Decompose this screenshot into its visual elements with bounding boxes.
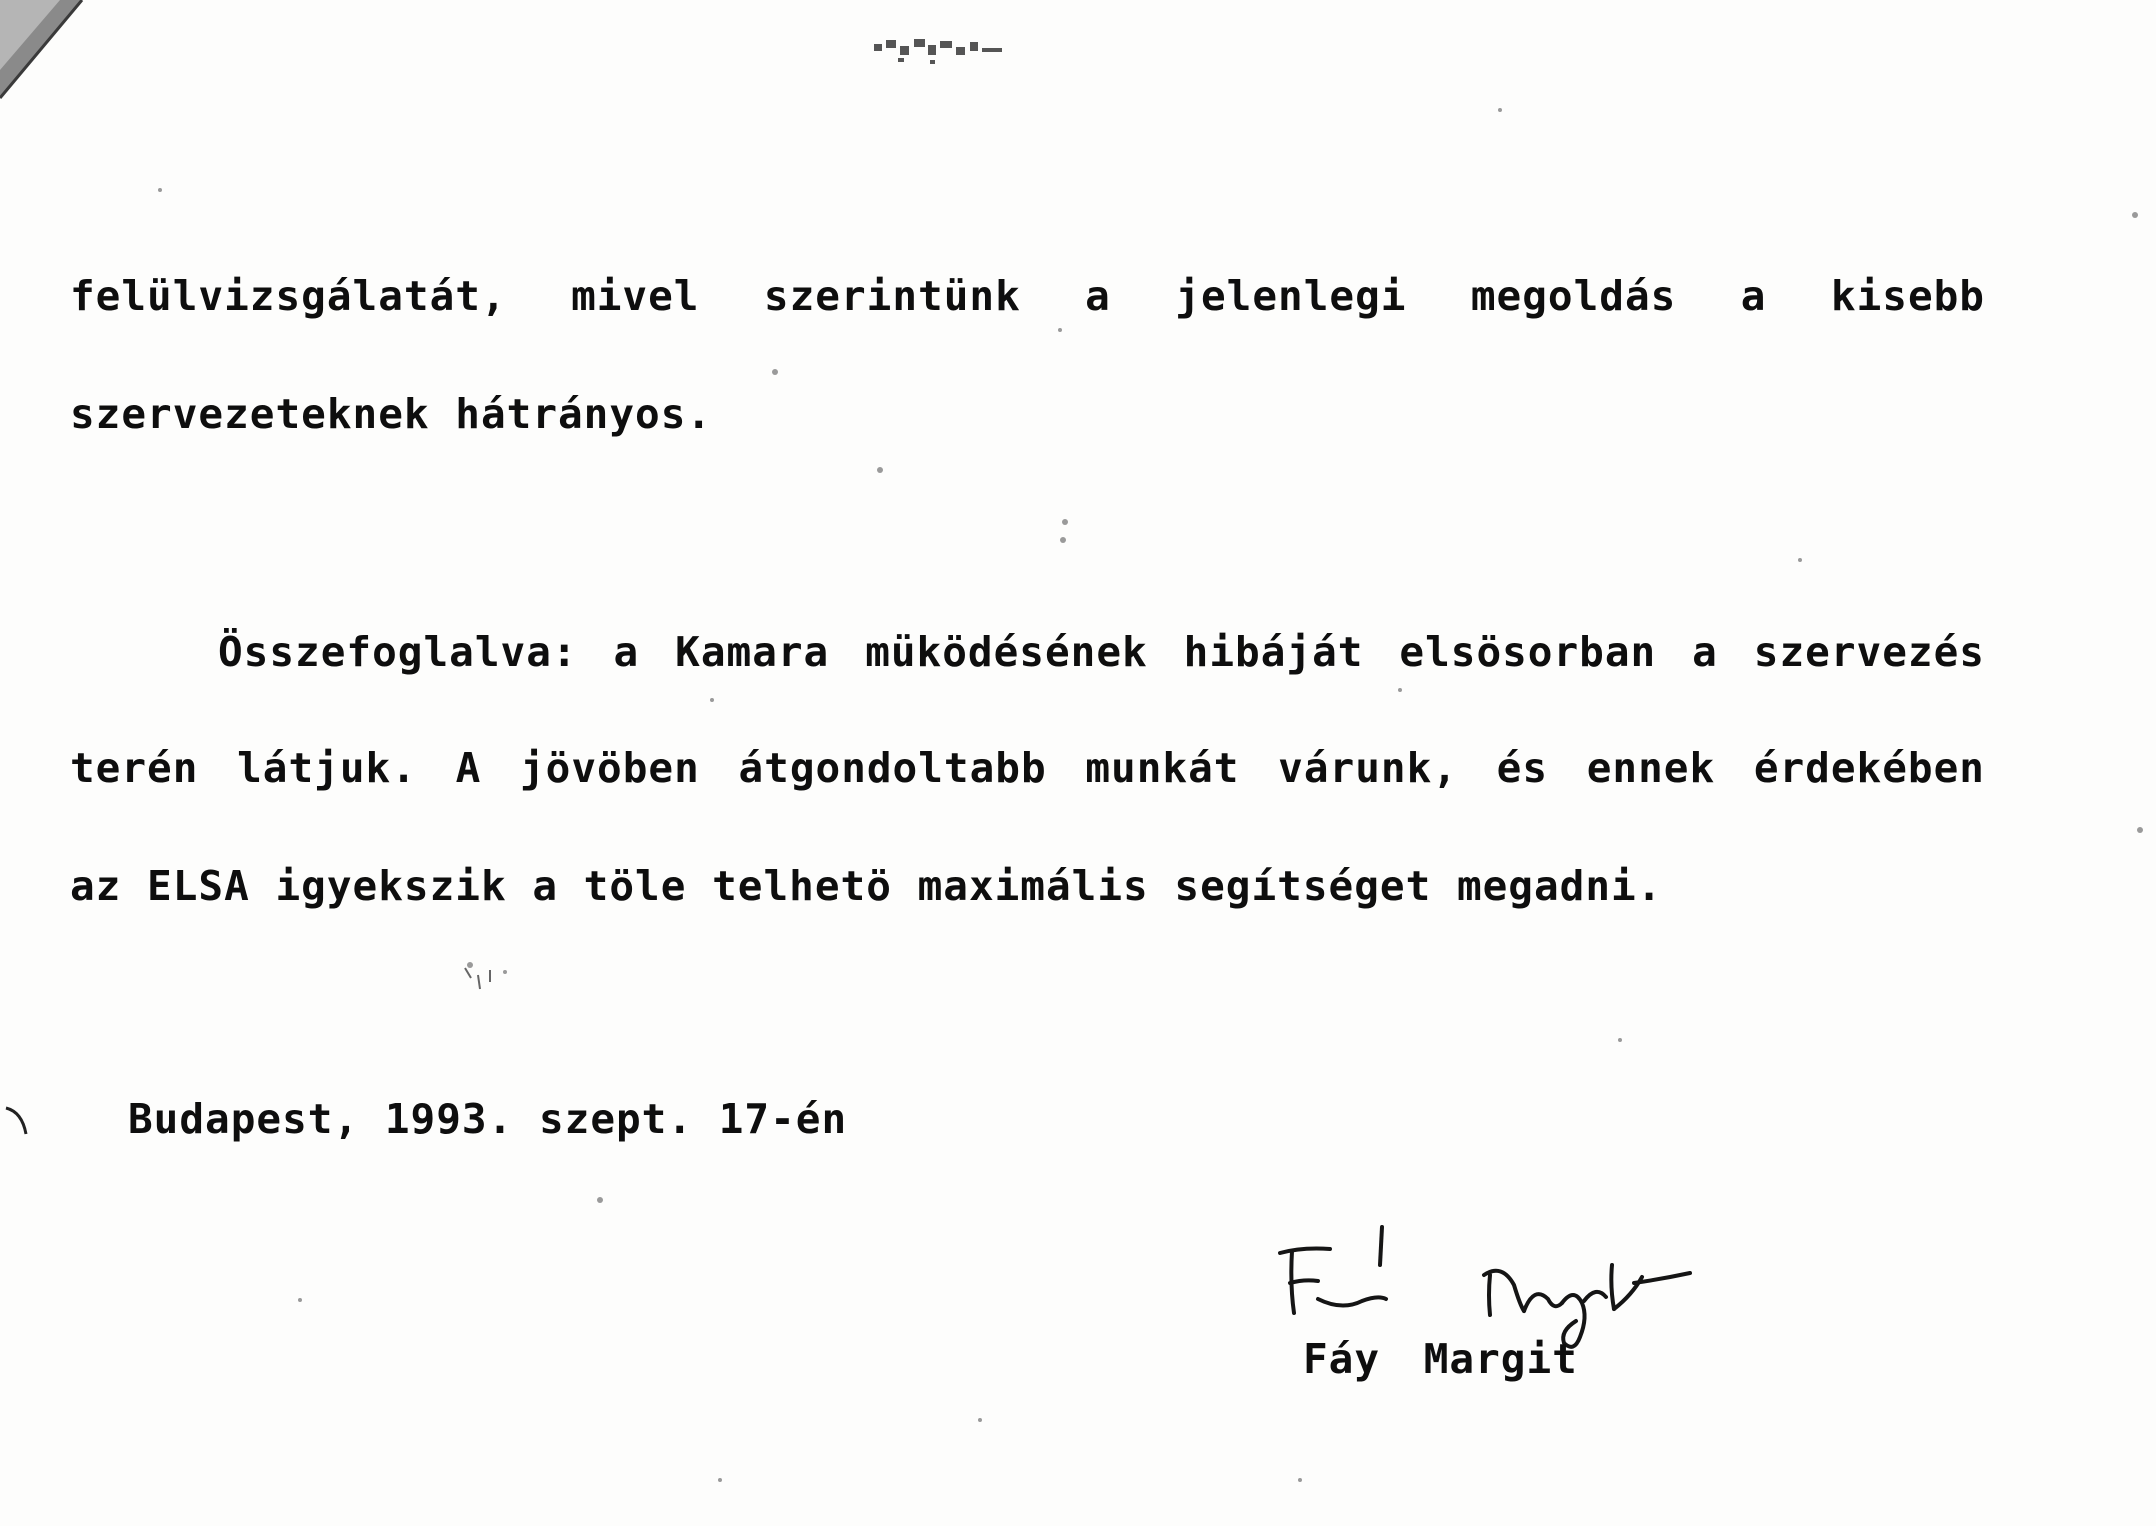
word: a (613, 628, 640, 676)
word: kisebb (1830, 272, 1985, 320)
word: mivel (571, 272, 700, 320)
place-and-date: Budapest, 1993. szept. 17-én (128, 1095, 848, 1143)
header-smudge (870, 30, 1070, 70)
word: elsösorban (1399, 628, 1657, 676)
word: szervezés (1753, 628, 1985, 676)
word: ennek (1586, 744, 1716, 792)
paragraph2-line2 (70, 744, 1985, 792)
word: szerintünk (763, 272, 1021, 320)
corner-fold-mark (0, 0, 90, 100)
word: jövöben (519, 744, 700, 792)
word: látjuk. (237, 744, 417, 792)
word: müködésének (865, 628, 1148, 676)
signatory-name: Fáy Margit (1303, 1335, 1578, 1383)
word: a (1085, 272, 1111, 320)
word: várunk, (1278, 744, 1458, 792)
word: jelenlegi (1175, 272, 1407, 320)
word: Összefoglalva: (218, 628, 578, 676)
paragraph1-line1 (70, 272, 1985, 320)
word: hibáját (1183, 628, 1364, 676)
word: munkát (1085, 744, 1240, 792)
paragraph1-line2: szervezeteknek hátrányos. (70, 390, 713, 438)
word: átgondoltabb (738, 744, 1047, 792)
word: a (1692, 628, 1718, 676)
word: terén (70, 744, 199, 792)
paragraph2-line1 (218, 628, 1985, 676)
word: a (1740, 272, 1767, 320)
word: Kamara (675, 628, 830, 676)
paragraph2-line3: az ELSA igyekszik a töle telhetö maximális segítséget megadni. (70, 862, 1663, 910)
word: felülvizsgálatát, (70, 272, 507, 320)
word: és (1496, 744, 1549, 792)
word: megoldás (1470, 272, 1677, 320)
word: érdekében (1753, 744, 1985, 792)
word: A (455, 744, 482, 792)
